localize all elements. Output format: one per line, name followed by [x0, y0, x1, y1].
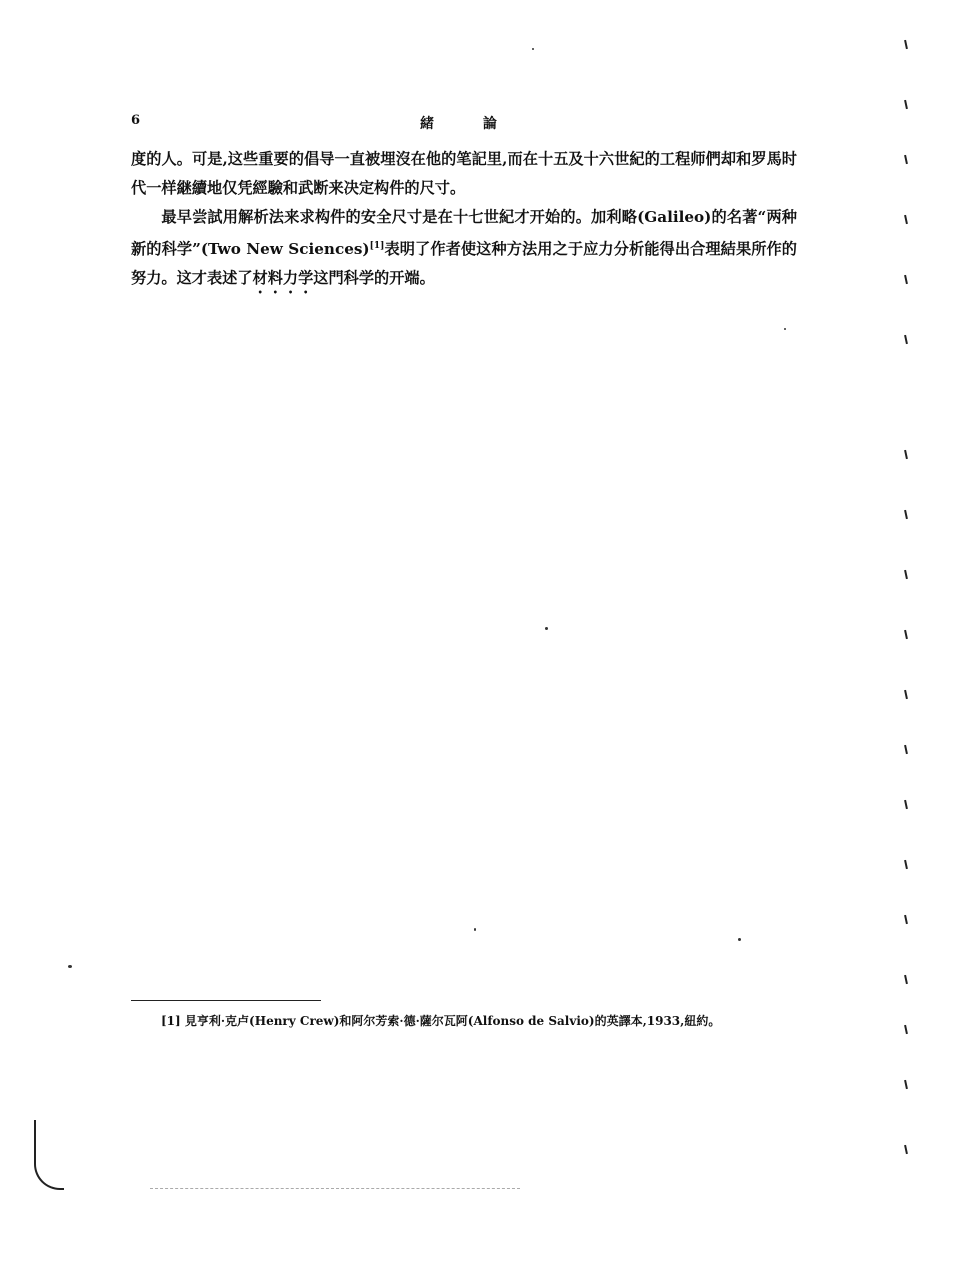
margin-tick	[904, 745, 908, 754]
margin-tick	[904, 510, 908, 519]
scan-speck	[532, 48, 534, 50]
margin-tick	[904, 275, 908, 284]
margin-tick	[904, 800, 908, 809]
scan-speck	[738, 938, 741, 941]
margin-tick	[904, 100, 908, 109]
margin-tick	[904, 860, 908, 869]
footnote-ref: [1]	[369, 241, 385, 251]
paragraph-1: 度的人。可是,这些重要的倡导一直被埋沒在他的笔記里,而在十五及十六世紀的工程师們却和罗馬时代一样継續地仅凭經驗和武断来决定构件的尺寸。	[131, 150, 797, 197]
binding-edge-mark	[34, 1120, 64, 1190]
scan-dotted-line	[150, 1188, 520, 1189]
running-head: 緒 論	[420, 116, 519, 132]
margin-tick	[904, 975, 908, 984]
scan-speck	[68, 965, 72, 968]
scan-speck	[784, 328, 786, 330]
margin-tick	[904, 335, 908, 344]
footnote	[131, 1012, 797, 1031]
footnote-text: [1] 見亨利·克卢(Henry Crew)和阿尔芳索·德·薩尔瓦阿(Alfonso de Salvio)的英譯本,1933,紐約。	[161, 1014, 721, 1028]
margin-tick	[904, 570, 908, 579]
paragraph-2-part-2: 表明了作者使这种方法用之于应力分析能得出合理結果所作的努力。这才表述了	[131, 240, 797, 287]
body-text	[131, 145, 797, 297]
margin-tick	[904, 1145, 908, 1154]
scan-speck	[545, 627, 548, 630]
paragraph-2	[131, 203, 797, 297]
margin-tick	[904, 40, 908, 49]
margin-tick	[904, 915, 908, 924]
margin-tick	[904, 215, 908, 224]
margin-tick	[904, 630, 908, 639]
scan-speck	[474, 928, 476, 931]
margin-tick	[904, 1080, 908, 1089]
emphasized-term: 材料力学	[252, 269, 314, 287]
paragraph-2-part-1: 最早尝試用解析法来求构件的安全尺寸是在十七世紀才开始的。加利略(Galileo)的名著“两种新的科学”(Two New Sciences)	[131, 208, 797, 258]
margin-tick	[904, 450, 908, 459]
page-number: 6	[131, 113, 141, 128]
footnote-rule	[131, 1000, 321, 1001]
paragraph-2-part-3: 这門科学的开端。	[313, 269, 435, 287]
margin-tick	[904, 1025, 908, 1034]
margin-tick	[904, 690, 908, 699]
margin-tick	[904, 155, 908, 164]
